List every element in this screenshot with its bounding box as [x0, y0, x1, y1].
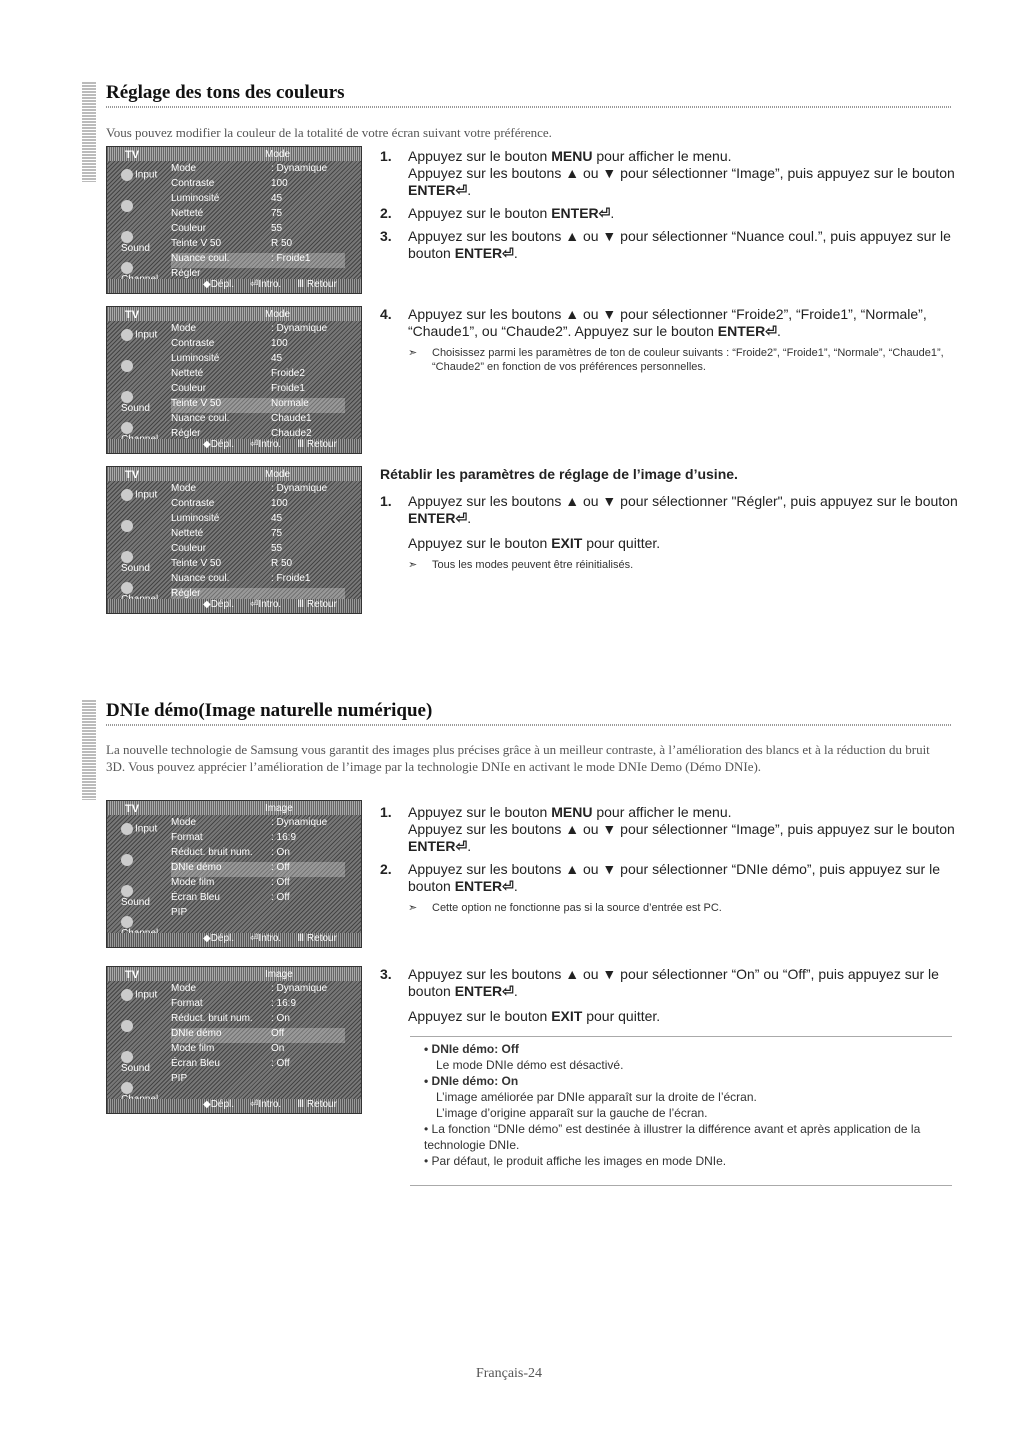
menu-title: Mode	[265, 149, 291, 160]
menu-row: Écran Bleu : Off	[171, 1058, 290, 1069]
sidebar-item	[107, 192, 163, 223]
channel-icon	[121, 422, 133, 434]
menu-row: Format : 16:9	[171, 832, 297, 843]
menu-row-selected: Teinte V 50 Normale	[171, 398, 345, 413]
menu-footer: ◆Dépl. ⏎Intro. Ⅲ Retour	[107, 279, 361, 293]
menu-row: PIP	[171, 1073, 188, 1084]
menu-row: Netteté 75	[171, 208, 283, 219]
info-line: • DNIe démo: On	[424, 1074, 519, 1088]
tv-menu-screenshot	[106, 146, 362, 294]
info-line: • Par défaut, le produit affiche les images en mode DNIe.	[424, 1154, 727, 1168]
menu-row: Format : 16:9	[171, 998, 297, 1009]
input-icon	[121, 989, 133, 1001]
menu-row: Mode : Dynamique	[171, 163, 328, 174]
channel-icon	[121, 1082, 133, 1094]
tv-label: TV	[125, 149, 140, 161]
menu-row: Teinte V 50 R 50	[171, 558, 293, 569]
section-marker	[82, 700, 96, 800]
tv-label: TV	[125, 969, 140, 981]
menu-row: Mode : Dynamique	[171, 983, 328, 994]
step-3: 3. Appuyez sur les boutons ▲ ou ▼ pour sélectionner “Nuance coul.”, puis appuyez sur le bouton ENTER⏎.	[380, 228, 951, 261]
menu-row: Mode : Dynamique	[171, 323, 328, 334]
section-marker	[82, 82, 96, 182]
tv-label: TV	[125, 309, 140, 321]
menu-row-selected: Régler	[171, 588, 345, 603]
menu-row: Contraste 100	[171, 338, 288, 349]
menu-header	[107, 467, 361, 481]
section-title: Réglage des tons des couleurs	[106, 82, 345, 103]
note: ➣ Cette option ne fonctionne pas si la source d’entrée est PC.	[408, 902, 722, 914]
menu-row: Mode : Dynamique	[171, 483, 328, 494]
menu-header	[107, 967, 361, 981]
menu-header	[107, 307, 361, 321]
info-line: • DNIe démo: Off	[424, 1042, 519, 1056]
picture-icon	[121, 200, 133, 212]
subheading: Rétablir les paramètres de réglage de l’image d’usine.	[380, 466, 738, 482]
step-1: 1. Appuyez sur le bouton MENU pour afficher le menu. Appuyez sur les boutons ▲ ou ▼ pour sélectionner “Image”, puis appuyez sur le bouton ENTER⏎.	[380, 804, 955, 854]
menu-footer: ◆Dépl. ⏎Intro. Ⅲ Retour	[107, 933, 361, 947]
sidebar-item: Input	[107, 321, 163, 352]
channel-icon	[121, 582, 133, 594]
menu-row: Luminosité 45	[171, 513, 283, 524]
menu-row: Régler Chaude2	[171, 428, 312, 439]
menu-rows	[171, 817, 345, 922]
note: ➣ Choisissez parmi les paramètres de ton de couleur suivants : “Froide2”, “Froide1”, “Normale”, “Chaude1”, “Chaude2” en fonction de vos préférences personnelles.	[408, 347, 944, 373]
menu-row-selected: Nuance coul. : Froide1	[171, 253, 345, 268]
menu-footer: ◆Dépl. ⏎Intro. Ⅲ Retour	[107, 439, 361, 453]
note-arrow-icon: ➣	[408, 559, 418, 571]
step-3: 3. Appuyez sur les boutons ▲ ou ▼ pour sélectionner “On” ou “Off”, puis appuyez sur le bouton ENTER⏎. Appuyez sur le bouton EXIT pour quitter.	[380, 966, 939, 1024]
menu-title: Image	[265, 969, 293, 980]
menu-title: Mode	[265, 469, 291, 480]
menu-title: Mode	[265, 309, 291, 320]
channel-icon	[121, 262, 133, 274]
menu-sidebar	[107, 481, 163, 599]
picture-icon	[121, 360, 133, 372]
tv-menu-screenshot	[106, 306, 362, 454]
tv-label: TV	[125, 469, 140, 481]
picture-icon	[121, 854, 133, 866]
menu-row: Réduct. bruit num. : On	[171, 847, 290, 858]
section-title: DNIe démo(Image naturelle numérique)	[106, 700, 433, 721]
picture-icon	[121, 520, 133, 532]
note: ➣ Tous les modes peuvent être réinitialisés.	[408, 559, 634, 571]
tv-menu-screenshot	[106, 966, 362, 1114]
sound-icon	[121, 1051, 133, 1063]
sidebar-item: Sound	[107, 877, 163, 908]
sidebar-item	[107, 1012, 163, 1043]
instruction-steps	[380, 306, 960, 374]
sidebar-item	[107, 846, 163, 877]
input-icon	[121, 169, 133, 181]
menu-title: Image	[265, 803, 293, 814]
sidebar-item: Input	[107, 815, 163, 846]
menu-row: Netteté Froide2	[171, 368, 305, 379]
info-line: L’image améliorée par DNIe apparaît sur la droite de l’écran.	[436, 1090, 757, 1104]
info-line: L’image d’origine apparaît sur la gauche de l’écran.	[436, 1106, 708, 1120]
sidebar-item: Sound	[107, 543, 163, 574]
menu-row: Contraste 100	[171, 498, 288, 509]
menu-row-selected: DNIe démo Off	[171, 1028, 345, 1043]
menu-rows	[171, 323, 345, 443]
menu-row: Couleur 55	[171, 543, 283, 554]
section-intro: La nouvelle technologie de Samsung vous garantit des images plus précises grâce à un meilleur contraste, à l’amélioration des blancs et à la réduction du bruit 3D. Vous pouvez apprécier l’amélioration de l’image par la technologie DNIe en activant le mode DNIe Demo (Démo DNIe).	[106, 742, 930, 774]
menu-rows	[171, 983, 345, 1088]
instruction-steps	[380, 966, 960, 1031]
menu-header	[107, 147, 361, 161]
info-line: • La fonction “DNIe démo” est destinée à illustrer la différence avant et après application de la technologie DNIe.	[424, 1122, 921, 1152]
sidebar-item: Input	[107, 481, 163, 512]
menu-sidebar	[107, 815, 163, 933]
menu-row-selected: DNIe démo : Off	[171, 862, 345, 877]
sidebar-item: Input	[107, 981, 163, 1012]
tv-menu-screenshot	[106, 800, 362, 948]
tv-menu-screenshot	[106, 466, 362, 614]
menu-row: Contraste 100	[171, 178, 288, 189]
menu-row: PIP	[171, 907, 188, 918]
section-intro: Vous pouvez modifier la couleur de la totalité de votre écran suivant votre préférence.	[106, 125, 552, 140]
sidebar-item: Sound	[107, 383, 163, 414]
menu-row: Écran Bleu : Off	[171, 892, 290, 903]
info-line: Le mode DNIe démo est désactivé.	[436, 1058, 624, 1072]
section-rule	[106, 106, 952, 108]
note-arrow-icon: ➣	[408, 347, 418, 359]
menu-rows	[171, 163, 345, 283]
menu-row: Mode film : Off	[171, 877, 290, 888]
note-arrow-icon: ➣	[408, 902, 418, 914]
menu-row: Réduct. bruit num. : On	[171, 1013, 290, 1024]
menu-footer: ◆Dépl. ⏎Intro. Ⅲ Retour	[107, 599, 361, 613]
menu-sidebar	[107, 161, 163, 279]
menu-row: Mode : Dynamique	[171, 817, 328, 828]
menu-row: Mode film On	[171, 1043, 285, 1054]
input-icon	[121, 489, 133, 501]
input-icon	[121, 329, 133, 341]
channel-icon	[121, 916, 133, 928]
menu-row: Luminosité 45	[171, 353, 283, 364]
step-2: 2. Appuyez sur les boutons ▲ ou ▼ pour sélectionner “DNIe démo”, puis appuyez sur le bouton ENTER⏎.	[380, 861, 940, 894]
sound-icon	[121, 231, 133, 243]
page-number: Français-24	[475, 1366, 543, 1381]
sidebar-item: Sound	[107, 1043, 163, 1074]
instruction-steps	[380, 804, 960, 915]
sidebar-item: Sound	[107, 223, 163, 254]
tv-label: TV	[125, 803, 140, 815]
sound-icon	[121, 885, 133, 897]
sidebar-item	[107, 512, 163, 543]
menu-row: Régler	[171, 268, 201, 279]
menu-row: Couleur Froide1	[171, 383, 305, 394]
step-4: 4. Appuyez sur les boutons ▲ ou ▼ pour sélectionner “Froide2”, “Froide1”, “Normale”, “Chaude1”, ou “Chaude2”. Appuyez sur le bouton ENTER⏎.	[380, 306, 927, 339]
step-1: 1. Appuyez sur le bouton MENU pour afficher le menu. Appuyez sur les boutons ▲ ou ▼ pour sélectionner “Image”, puis appuyez sur le bouton ENTER⏎.	[380, 148, 955, 198]
info-box	[410, 1036, 952, 1186]
sidebar-item	[107, 352, 163, 383]
sidebar-item: Input	[107, 161, 163, 192]
sound-icon	[121, 551, 133, 563]
menu-rows	[171, 483, 345, 603]
menu-header	[107, 801, 361, 815]
step-1: 1. Appuyez sur les boutons ▲ ou ▼ pour sélectionner "Régler", puis appuyez sur le bouton ENTER⏎. Appuyez sur le bouton EXIT pour quitter.	[380, 493, 958, 551]
sound-icon	[121, 391, 133, 403]
instruction-steps	[380, 148, 960, 268]
input-icon	[121, 823, 133, 835]
menu-row: Netteté 75	[171, 528, 283, 539]
menu-footer: ◆Dépl. ⏎Intro. Ⅲ Retour	[107, 1099, 361, 1113]
menu-sidebar	[107, 321, 163, 439]
menu-row: Luminosité 45	[171, 193, 283, 204]
menu-row: Couleur 55	[171, 223, 283, 234]
picture-icon	[121, 1020, 133, 1032]
menu-row: Teinte V 50 R 50	[171, 238, 293, 249]
menu-row: Nuance coul. Chaude1	[171, 413, 312, 424]
reset-instructions	[380, 466, 960, 572]
menu-row: Nuance coul. : Froide1	[171, 573, 311, 584]
menu-sidebar	[107, 981, 163, 1099]
step-2: 2. Appuyez sur le bouton ENTER⏎.	[380, 205, 615, 221]
